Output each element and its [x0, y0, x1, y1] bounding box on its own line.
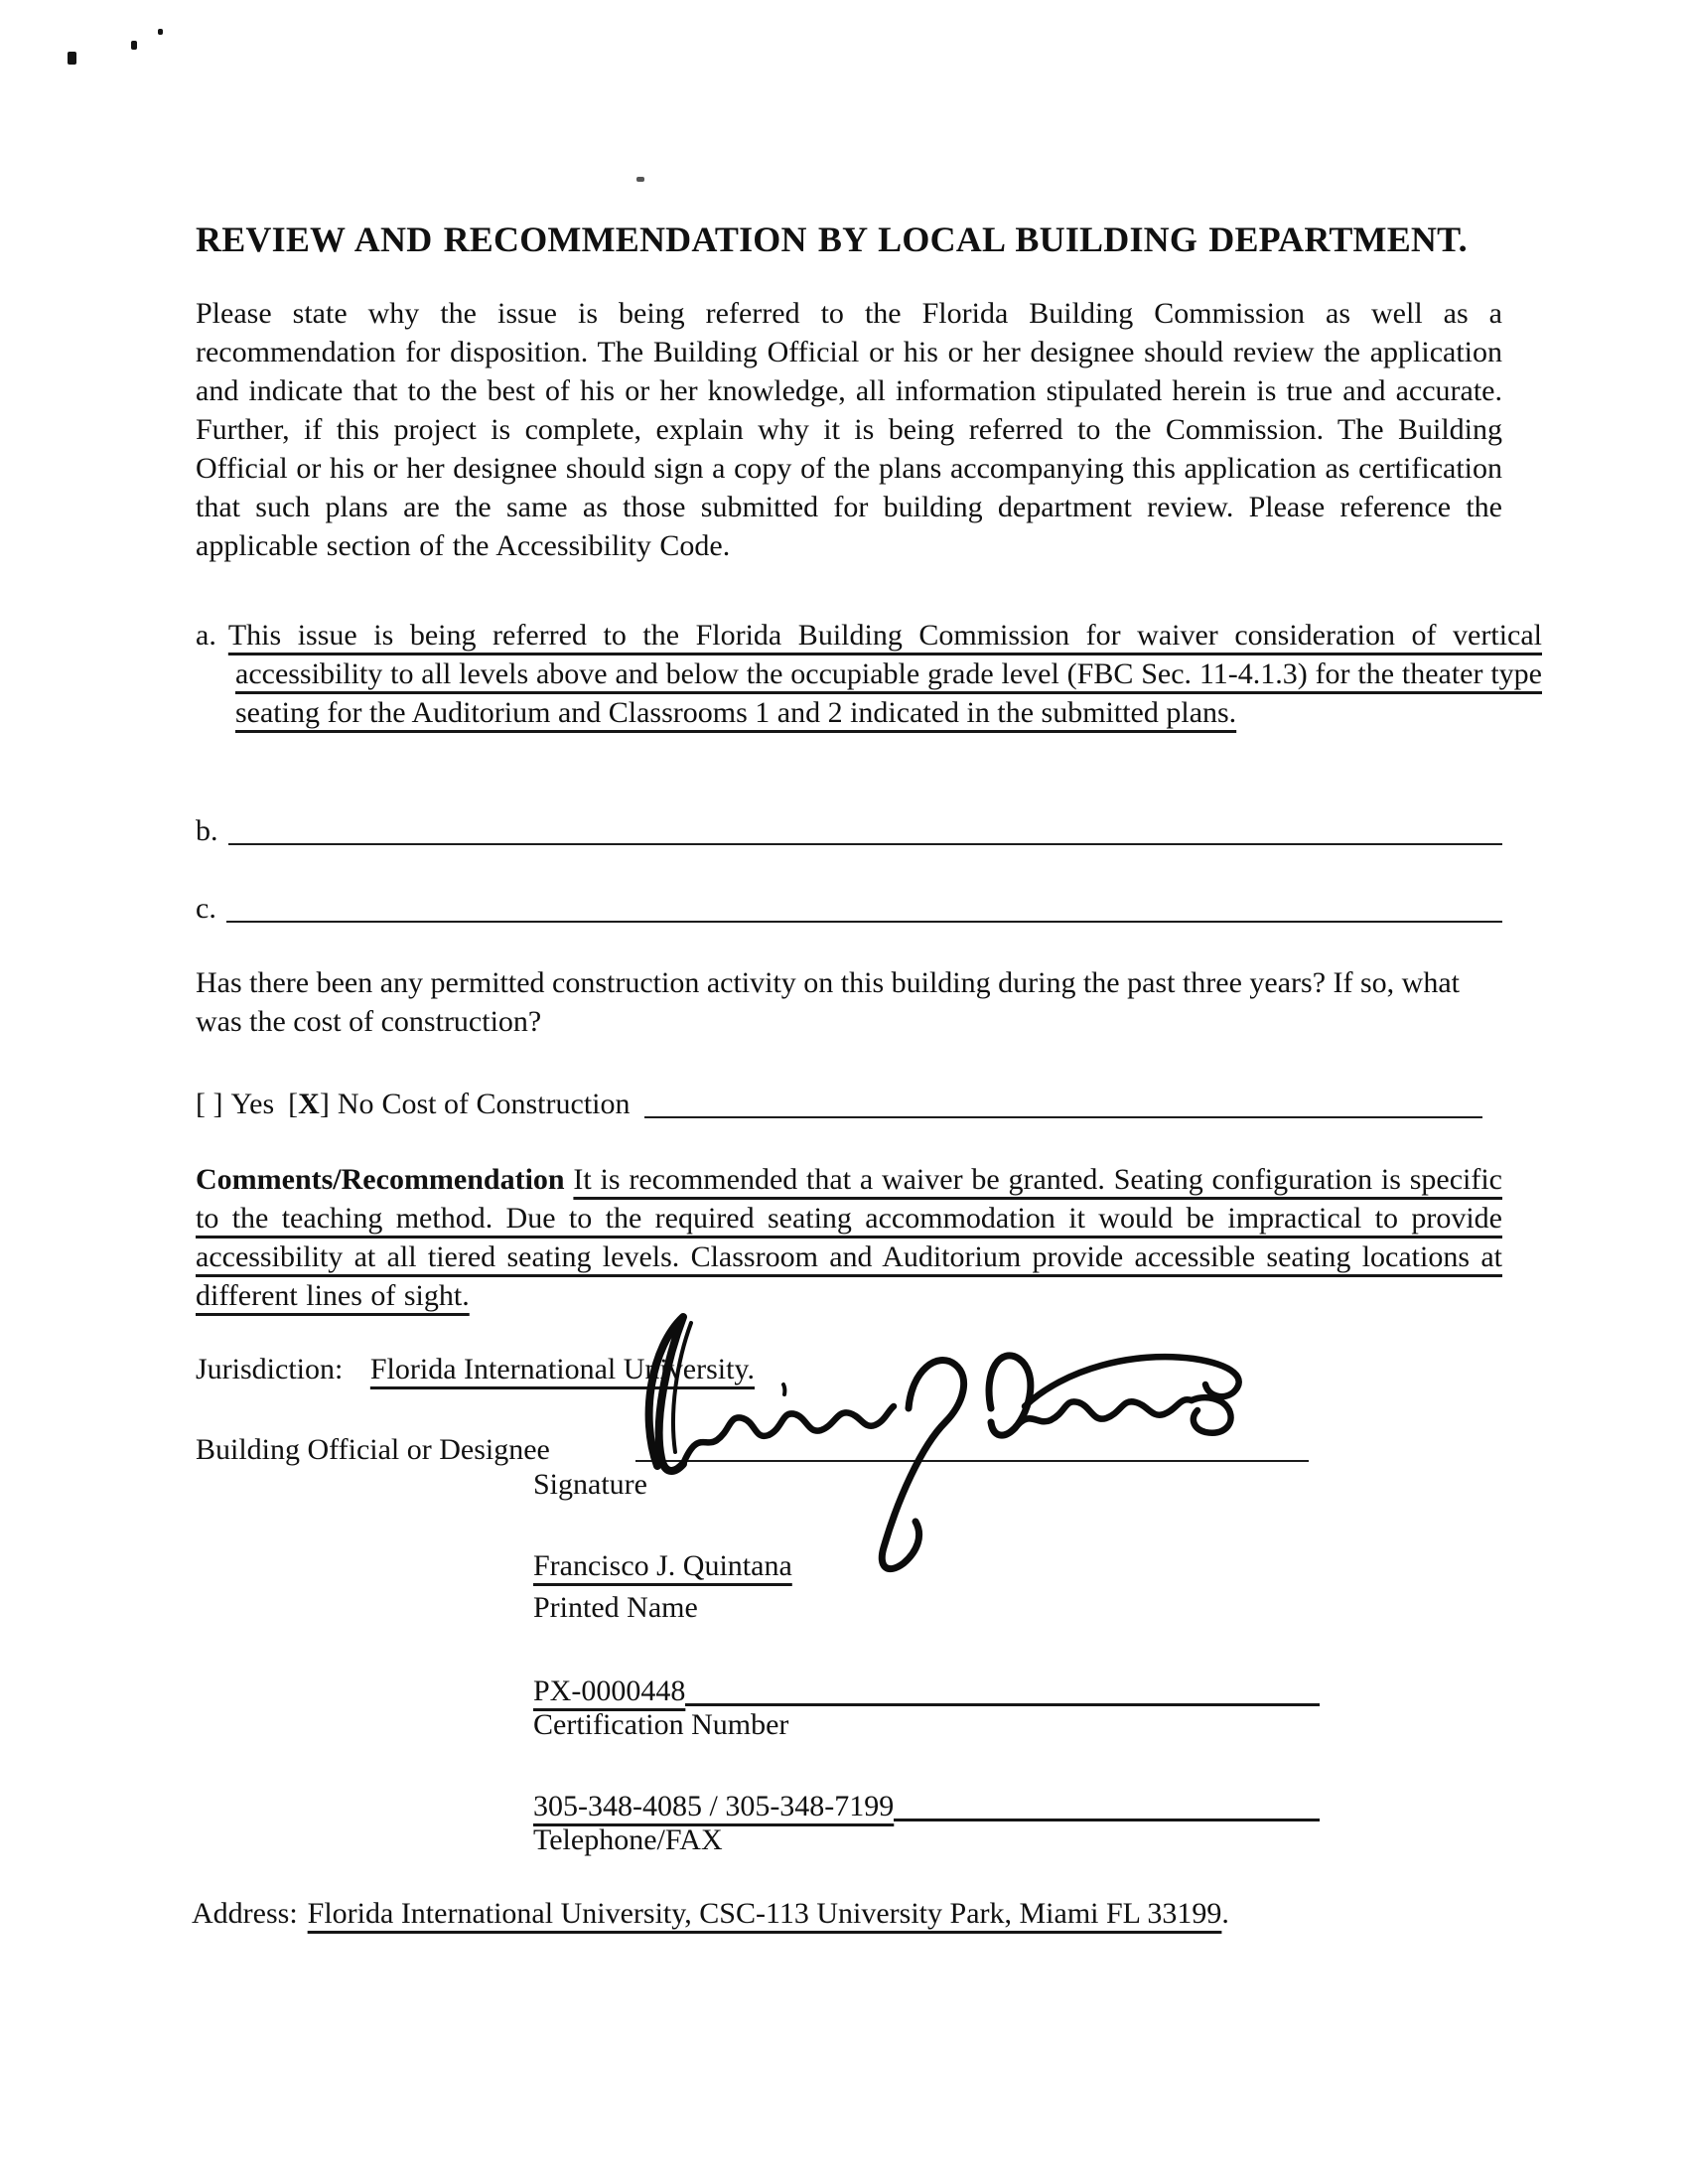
- building-official-label: Building Official or Designee: [196, 1433, 550, 1466]
- printed-name-text: Francisco J. Quintana: [533, 1549, 792, 1582]
- item-a-label: a.: [196, 619, 216, 652]
- construction-question: Has there been any permitted construction activity on this building during the past three years? If so, what was the cost of construction?: [196, 966, 1460, 1038]
- no-checkbox-x-mark: X: [298, 1088, 320, 1120]
- item-c-blank-line: [226, 921, 1502, 923]
- section-heading: REVIEW AND RECOMMENDATION BY LOCAL BUILDING DEPARTMENT.: [196, 219, 1468, 259]
- certification-blank-line: [685, 1703, 1320, 1706]
- no-checkbox-open: [: [288, 1088, 299, 1120]
- signature-caption: Signature: [533, 1468, 647, 1501]
- referral-item-b: [196, 806, 1502, 848]
- item-a-text: This issue is being referred to the Florida Building Commission for waiver consideration of vertical accessibility to all levels above and below the occupiable grade level (FBC Sec. 11-4.1.3) for the theater type seating for the Auditorium and Classrooms 1 and 2 indicated in the submitted plans.: [227, 619, 1542, 729]
- scan-artifact: [131, 41, 137, 50]
- telephone-blank-line: [894, 1819, 1320, 1821]
- scan-artifact: [158, 29, 163, 35]
- referral-item-a: [196, 616, 1542, 732]
- yes-checkbox: [ ]: [196, 1088, 223, 1120]
- address-label: Address:: [192, 1897, 298, 1930]
- jurisdiction-value: Florida International University.: [369, 1353, 755, 1385]
- scan-artifact: [636, 177, 644, 182]
- address-value: Florida International University, CSC-113 University Park, Miami FL 33199: [307, 1897, 1222, 1930]
- cost-label: Cost of Construction: [381, 1088, 631, 1120]
- handwritten-signature-image: [596, 1309, 1311, 1587]
- certification-number-value: PX-0000448: [533, 1674, 686, 1707]
- printed-name-value: [533, 1549, 792, 1583]
- telephone-fax-value: 305-348-4085 / 305-348-7199: [533, 1790, 895, 1822]
- address-row: [192, 1897, 1229, 1931]
- jurisdiction-label: Jurisdiction:: [196, 1353, 344, 1385]
- item-b-label: b.: [196, 814, 218, 847]
- cost-blank-line: [644, 1116, 1483, 1118]
- certification-number-row: [533, 1667, 1320, 1708]
- no-label: No: [337, 1088, 374, 1120]
- certification-number-caption: Certification Number: [533, 1708, 789, 1741]
- scan-artifact: [68, 52, 76, 65]
- comments-text: It is recommended that a waiver be granted. Seating configuration is specific to the teaching method. Due to the required seating accommodation it would be impractical to provide accessibility at all tiered seating levels. Classroom and Auditorium provide accessible seating locations at different lines of sight.: [196, 1163, 1503, 1312]
- comments-label: Comments/Recommendation: [196, 1163, 565, 1196]
- referral-item-c: [196, 884, 1502, 926]
- cost-of-construction-row: [196, 1078, 1482, 1121]
- no-checkbox-close: ]: [319, 1088, 330, 1120]
- telephone-fax-row: [533, 1782, 1320, 1823]
- address-period: .: [1221, 1897, 1229, 1930]
- yes-label: Yes: [230, 1088, 275, 1120]
- telephone-fax-caption: Telephone/FAX: [533, 1823, 723, 1856]
- printed-name-caption: Printed Name: [533, 1591, 698, 1624]
- comments-recommendation: [196, 1160, 1502, 1315]
- intro-paragraph: Please state why the issue is being referred to the Florida Building Commission as well as a recommendation for disposition. The Building Official or his or her designee should review the application and indicate that to the best of his or her knowledge, all information stipulated herein is true and accurate. Further, if this project is complete, explain why it is being referred to the Commission. The Building Official or his or her designee should sign a copy of the plans accompanying this application as certification that such plans are the same as those submitted for building department review. Please reference the applicable section of the Accessibility Code.: [196, 297, 1502, 562]
- item-c-label: c.: [196, 892, 216, 925]
- item-b-blank-line: [228, 843, 1503, 845]
